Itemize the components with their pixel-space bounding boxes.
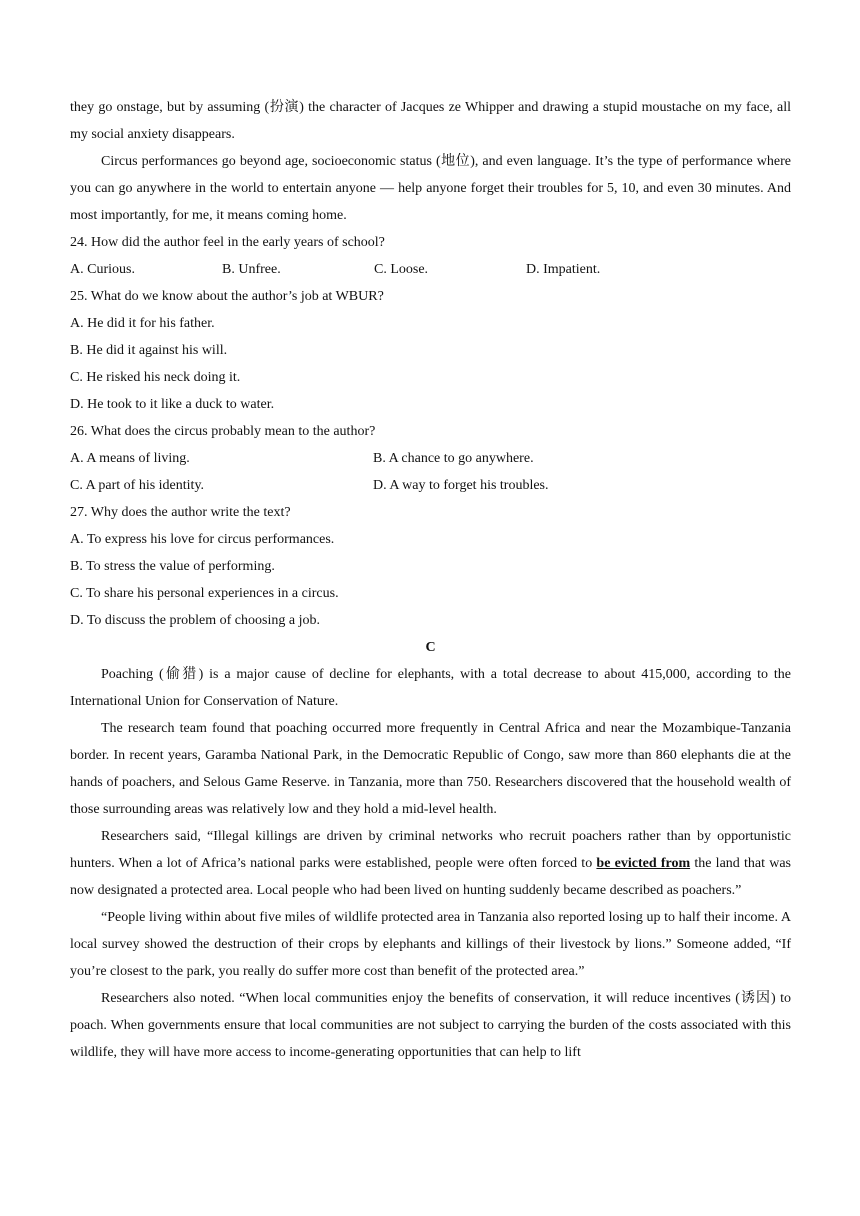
option-c: C. To share his personal experiences in a circus.: [70, 586, 339, 601]
option-c: C. Loose.: [374, 262, 429, 277]
option-a: A. To express his love for circus performances.: [70, 532, 335, 547]
question-stem: 26. What does the circus probably mean to the author?: [70, 424, 376, 439]
passage-paragraph: [70, 823, 791, 904]
question-options: [70, 445, 791, 472]
option-a: A. A means of living.: [70, 451, 190, 466]
option-d: D. To discuss the problem of choosing a job.: [70, 613, 320, 628]
option-a: A. He did it for his father.: [70, 316, 215, 331]
document-page: [70, 94, 791, 1066]
passage-paragraph: “People living within about five miles of wildlife protected area in Tanzania also reported losing up to half their income. A local survey showed the destruction of their crops by elephants and killings of their livestock by lions.” Someone added, “If you’re closest to the park, you really do suffer more cost than benefit of the protected area.”: [70, 910, 791, 979]
passage-paragraph: The research team found that poaching occurred more frequently in Central Africa and near the Mozambique-Tanzania border. In recent years, Garamba National Park, in the Democratic Republic of Congo, saw more than 860 elephants die at the hands of poachers, and Selous Game Reserve. in Tanzania, more than 750. Researchers discovered that the household wealth of those surrounding areas was relatively low and they hold a mid-level health.: [70, 721, 791, 817]
option-c: C. A part of his identity.: [70, 478, 205, 493]
passage-paragraph: Poaching (偷猎) is a major cause of decline for elephants, with a total decrease to about 415,000, according to the International Union for Conservation of Nature.: [70, 667, 791, 709]
paragraph-text: Researchers said, “Illegal killings are driven by criminal networks who recruit poachers rather than by opportunistic hunters. When a lot of Africa’s national parks were established, people were often forced to: [70, 829, 791, 871]
question-options: [70, 256, 791, 283]
option-b: B. He did it against his will.: [70, 343, 228, 358]
question-stem: 27. Why does the author write the text?: [70, 505, 291, 520]
option-a: A. Curious.: [70, 262, 135, 277]
underlined-phrase: be evicted from: [596, 856, 691, 871]
paragraph-text: the land that was now designated a protected area. Local people who had been lived on hunting suddenly became described as poachers.”: [70, 856, 791, 898]
passage-paragraph: Circus performances go beyond age, socioeconomic status (地位), and even language. It’s the type of performance where you can go anywhere in the world to entertain anyone — help anyone forget their troubles for 5, 10, and even 30 minutes. And most importantly, for me, it means coming home.: [70, 154, 791, 223]
option-c: C. He risked his neck doing it.: [70, 370, 241, 385]
question-stem: 24. How did the author feel in the early years of school?: [70, 235, 385, 250]
option-b: B. Unfree.: [222, 262, 281, 277]
option-b: B. To stress the value of performing.: [70, 559, 275, 574]
question-stem: 25. What do we know about the author’s job at WBUR?: [70, 289, 384, 304]
option-d: D. A way to forget his troubles.: [373, 478, 549, 493]
option-d: D. He took to it like a duck to water.: [70, 397, 275, 412]
option-b: B. A chance to go anywhere.: [373, 451, 534, 466]
option-d: D. Impatient.: [526, 262, 601, 277]
passage-paragraph: Researchers also noted. “When local communities enjoy the benefits of conservation, it will reduce incentives (诱因) to poach. When governments ensure that local communities are not subject to carrying the burden of the costs associated with this wildlife, they will have more access to income-generating opportunities that can help to lift: [70, 991, 791, 1060]
question-options: [70, 472, 791, 499]
section-heading: C: [425, 640, 436, 655]
passage-paragraph: they go onstage, but by assuming (扮演) the character of Jacques ze Whipper and drawing a stupid moustache on my face, all my social anxiety disappears.: [70, 100, 791, 142]
